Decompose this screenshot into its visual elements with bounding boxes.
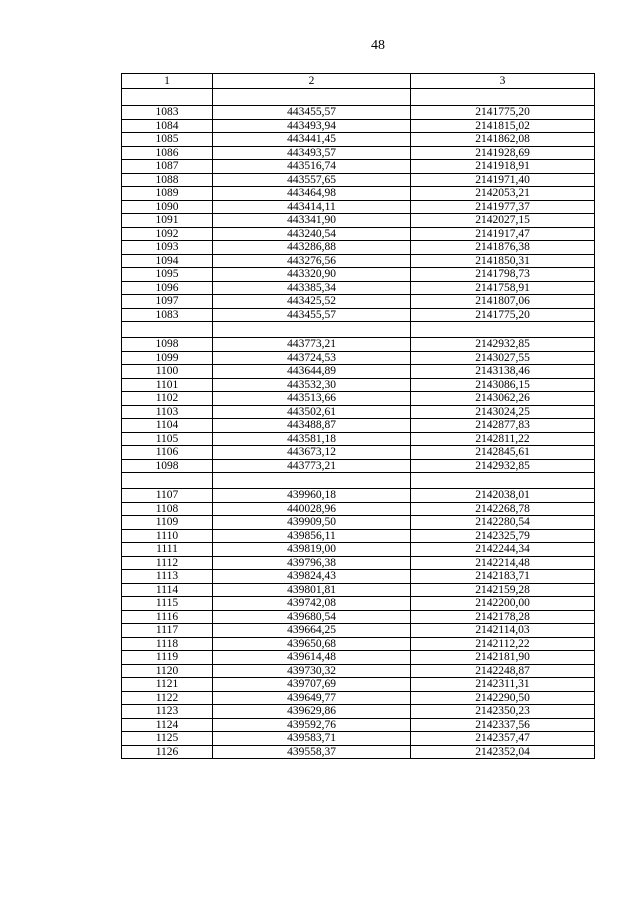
table-row	[122, 432, 595, 446]
point-number-cell: 1084	[122, 119, 213, 133]
table-row	[122, 200, 595, 214]
table-row	[122, 502, 595, 516]
column-header: 3	[411, 74, 595, 89]
point-number-cell: 1097	[122, 295, 213, 309]
x-coordinate-cell: 443493,94	[213, 119, 411, 133]
point-number-cell: 1118	[122, 637, 213, 651]
x-coordinate-cell: 443773,21	[213, 459, 411, 473]
table-row	[122, 146, 595, 160]
point-number-cell: 1116	[122, 610, 213, 624]
table-row	[122, 214, 595, 228]
table-row	[122, 133, 595, 147]
x-coordinate-cell: 443644,89	[213, 365, 411, 379]
blank-cell	[122, 322, 213, 338]
x-coordinate-cell: 439583,71	[213, 732, 411, 746]
y-coordinate-cell: 2142932,85	[411, 459, 595, 473]
blank-cell	[411, 322, 595, 338]
point-number-cell: 1123	[122, 705, 213, 719]
y-coordinate-cell: 2141775,20	[411, 106, 595, 120]
point-number-cell: 1099	[122, 351, 213, 365]
y-coordinate-cell: 2142352,04	[411, 745, 595, 759]
point-number-cell: 1098	[122, 459, 213, 473]
table-row	[122, 378, 595, 392]
y-coordinate-cell: 2142159,28	[411, 583, 595, 597]
blank-cell	[122, 473, 213, 489]
point-number-cell: 1112	[122, 556, 213, 570]
y-coordinate-cell: 2142112,22	[411, 637, 595, 651]
table-row	[122, 745, 595, 759]
x-coordinate-cell: 439824,43	[213, 570, 411, 584]
x-coordinate-cell: 439960,18	[213, 489, 411, 503]
y-coordinate-cell: 2142114,03	[411, 624, 595, 638]
x-coordinate-cell: 439614,48	[213, 651, 411, 665]
x-coordinate-cell: 439742,08	[213, 597, 411, 611]
point-number-cell: 1113	[122, 570, 213, 584]
table-row	[122, 173, 595, 187]
x-coordinate-cell: 439664,25	[213, 624, 411, 638]
point-number-cell: 1117	[122, 624, 213, 638]
blank-cell	[213, 473, 411, 489]
point-number-cell: 1120	[122, 664, 213, 678]
point-number-cell: 1083	[122, 308, 213, 322]
y-coordinate-cell: 2142350,23	[411, 705, 595, 719]
table-row	[122, 664, 595, 678]
y-coordinate-cell: 2143024,25	[411, 405, 595, 419]
y-coordinate-cell: 2141798,73	[411, 268, 595, 282]
y-coordinate-cell: 2142038,01	[411, 489, 595, 503]
x-coordinate-cell: 443464,98	[213, 187, 411, 201]
y-coordinate-cell: 2142877,83	[411, 419, 595, 433]
table-row	[122, 516, 595, 530]
point-number-cell: 1108	[122, 502, 213, 516]
y-coordinate-cell: 2142268,78	[411, 502, 595, 516]
x-coordinate-cell: 443493,57	[213, 146, 411, 160]
x-coordinate-cell: 443320,90	[213, 268, 411, 282]
point-number-cell: 1098	[122, 338, 213, 352]
x-coordinate-cell: 443441,45	[213, 133, 411, 147]
x-coordinate-cell: 439650,68	[213, 637, 411, 651]
point-number-cell: 1086	[122, 146, 213, 160]
x-coordinate-cell: 439801,81	[213, 583, 411, 597]
table-row	[122, 254, 595, 268]
x-coordinate-cell: 443516,74	[213, 160, 411, 174]
coordinates-table-body	[122, 74, 595, 759]
x-coordinate-cell: 443240,54	[213, 227, 411, 241]
table-row	[122, 610, 595, 624]
table-row	[122, 405, 595, 419]
table-row	[122, 160, 595, 174]
point-number-cell: 1093	[122, 241, 213, 255]
x-coordinate-cell: 443532,30	[213, 378, 411, 392]
table-header-row	[122, 74, 595, 89]
blank-cell	[213, 89, 411, 106]
y-coordinate-cell: 2141918,91	[411, 160, 595, 174]
page-number: 48	[371, 38, 385, 53]
x-coordinate-cell: 439558,37	[213, 745, 411, 759]
table-row	[122, 718, 595, 732]
point-number-cell: 1083	[122, 106, 213, 120]
x-coordinate-cell: 443414,11	[213, 200, 411, 214]
table-row	[122, 119, 595, 133]
x-coordinate-cell: 440028,96	[213, 502, 411, 516]
x-coordinate-cell: 443488,87	[213, 419, 411, 433]
point-number-cell: 1095	[122, 268, 213, 282]
point-number-cell: 1121	[122, 678, 213, 692]
point-number-cell: 1088	[122, 173, 213, 187]
y-coordinate-cell: 2142178,28	[411, 610, 595, 624]
y-coordinate-cell: 2141775,20	[411, 308, 595, 322]
table-row	[122, 529, 595, 543]
x-coordinate-cell: 443513,66	[213, 392, 411, 406]
table-row	[122, 392, 595, 406]
y-coordinate-cell: 2141850,31	[411, 254, 595, 268]
y-coordinate-cell: 2142290,50	[411, 691, 595, 705]
table-row	[122, 295, 595, 309]
y-coordinate-cell: 2141928,69	[411, 146, 595, 160]
point-number-cell: 1092	[122, 227, 213, 241]
y-coordinate-cell: 2141876,38	[411, 241, 595, 255]
point-number-cell: 1101	[122, 378, 213, 392]
point-number-cell: 1094	[122, 254, 213, 268]
x-coordinate-cell: 439680,54	[213, 610, 411, 624]
y-coordinate-cell: 2142280,54	[411, 516, 595, 530]
table-row	[122, 637, 595, 651]
y-coordinate-cell: 2142214,48	[411, 556, 595, 570]
y-coordinate-cell: 2142337,56	[411, 718, 595, 732]
x-coordinate-cell: 443724,53	[213, 351, 411, 365]
x-coordinate-cell: 443385,34	[213, 281, 411, 295]
point-number-cell: 1109	[122, 516, 213, 530]
table-row	[122, 597, 595, 611]
x-coordinate-cell: 439629,86	[213, 705, 411, 719]
point-number-cell: 1106	[122, 446, 213, 460]
point-number-cell: 1105	[122, 432, 213, 446]
x-coordinate-cell: 439592,76	[213, 718, 411, 732]
table-row	[122, 446, 595, 460]
y-coordinate-cell: 2141977,37	[411, 200, 595, 214]
y-coordinate-cell: 2142932,85	[411, 338, 595, 352]
point-number-cell: 1102	[122, 392, 213, 406]
point-number-cell: 1110	[122, 529, 213, 543]
table-row	[122, 241, 595, 255]
point-number-cell: 1104	[122, 419, 213, 433]
point-number-cell: 1103	[122, 405, 213, 419]
point-number-cell: 1111	[122, 543, 213, 557]
y-coordinate-cell: 2142248,87	[411, 664, 595, 678]
point-number-cell: 1125	[122, 732, 213, 746]
table-row	[122, 187, 595, 201]
x-coordinate-cell: 443425,52	[213, 295, 411, 309]
table-row	[122, 556, 595, 570]
point-number-cell: 1119	[122, 651, 213, 665]
table-row	[122, 227, 595, 241]
table-row	[122, 651, 595, 665]
point-number-cell: 1115	[122, 597, 213, 611]
x-coordinate-cell: 443276,56	[213, 254, 411, 268]
table-row	[122, 705, 595, 719]
table-row	[122, 351, 595, 365]
table-row	[122, 459, 595, 473]
y-coordinate-cell: 2143062,26	[411, 392, 595, 406]
coordinates-table	[121, 73, 595, 759]
y-coordinate-cell: 2142325,79	[411, 529, 595, 543]
blank-row	[122, 89, 595, 106]
x-coordinate-cell: 443455,57	[213, 106, 411, 120]
table-row	[122, 308, 595, 322]
y-coordinate-cell: 2141807,06	[411, 295, 595, 309]
table-row	[122, 365, 595, 379]
x-coordinate-cell: 439909,50	[213, 516, 411, 530]
x-coordinate-cell: 443455,57	[213, 308, 411, 322]
point-number-cell: 1100	[122, 365, 213, 379]
table-row	[122, 678, 595, 692]
y-coordinate-cell: 2141815,02	[411, 119, 595, 133]
point-number-cell: 1124	[122, 718, 213, 732]
y-coordinate-cell: 2142027,15	[411, 214, 595, 228]
x-coordinate-cell: 443557,65	[213, 173, 411, 187]
x-coordinate-cell: 439819,00	[213, 543, 411, 557]
point-number-cell: 1091	[122, 214, 213, 228]
table-row	[122, 281, 595, 295]
point-number-cell: 1126	[122, 745, 213, 759]
x-coordinate-cell: 443341,90	[213, 214, 411, 228]
y-coordinate-cell: 2142845,61	[411, 446, 595, 460]
y-coordinate-cell: 2142357,47	[411, 732, 595, 746]
point-number-cell: 1107	[122, 489, 213, 503]
y-coordinate-cell: 2142311,31	[411, 678, 595, 692]
point-number-cell: 1122	[122, 691, 213, 705]
y-coordinate-cell: 2142053,21	[411, 187, 595, 201]
y-coordinate-cell: 2143027,55	[411, 351, 595, 365]
table-row	[122, 583, 595, 597]
blank-cell	[411, 473, 595, 489]
point-number-cell: 1085	[122, 133, 213, 147]
point-number-cell: 1089	[122, 187, 213, 201]
y-coordinate-cell: 2141862,08	[411, 133, 595, 147]
y-coordinate-cell: 2143138,46	[411, 365, 595, 379]
x-coordinate-cell: 439796,38	[213, 556, 411, 570]
y-coordinate-cell: 2141917,47	[411, 227, 595, 241]
blank-row	[122, 473, 595, 489]
x-coordinate-cell: 443502,61	[213, 405, 411, 419]
table-row	[122, 543, 595, 557]
table-row	[122, 732, 595, 746]
x-coordinate-cell: 439856,11	[213, 529, 411, 543]
x-coordinate-cell: 439730,32	[213, 664, 411, 678]
y-coordinate-cell: 2142181,90	[411, 651, 595, 665]
point-number-cell: 1096	[122, 281, 213, 295]
blank-cell	[411, 89, 595, 106]
blank-cell	[213, 322, 411, 338]
y-coordinate-cell: 2142244,34	[411, 543, 595, 557]
table-row	[122, 338, 595, 352]
point-number-cell: 1087	[122, 160, 213, 174]
x-coordinate-cell: 443773,21	[213, 338, 411, 352]
y-coordinate-cell: 2143086,15	[411, 378, 595, 392]
x-coordinate-cell: 439649,77	[213, 691, 411, 705]
blank-row	[122, 322, 595, 338]
table-row	[122, 268, 595, 282]
x-coordinate-cell: 443581,18	[213, 432, 411, 446]
point-number-cell: 1090	[122, 200, 213, 214]
y-coordinate-cell: 2142183,71	[411, 570, 595, 584]
table-row	[122, 106, 595, 120]
y-coordinate-cell: 2141758,91	[411, 281, 595, 295]
table-row	[122, 419, 595, 433]
y-coordinate-cell: 2141971,40	[411, 173, 595, 187]
table-row	[122, 489, 595, 503]
table-row	[122, 691, 595, 705]
x-coordinate-cell: 439707,69	[213, 678, 411, 692]
y-coordinate-cell: 2142200,00	[411, 597, 595, 611]
column-header: 1	[122, 74, 213, 89]
table-row	[122, 570, 595, 584]
x-coordinate-cell: 443286,88	[213, 241, 411, 255]
point-number-cell: 1114	[122, 583, 213, 597]
y-coordinate-cell: 2142811,22	[411, 432, 595, 446]
blank-cell	[122, 89, 213, 106]
column-header: 2	[213, 74, 411, 89]
table-row	[122, 624, 595, 638]
x-coordinate-cell: 443673,12	[213, 446, 411, 460]
